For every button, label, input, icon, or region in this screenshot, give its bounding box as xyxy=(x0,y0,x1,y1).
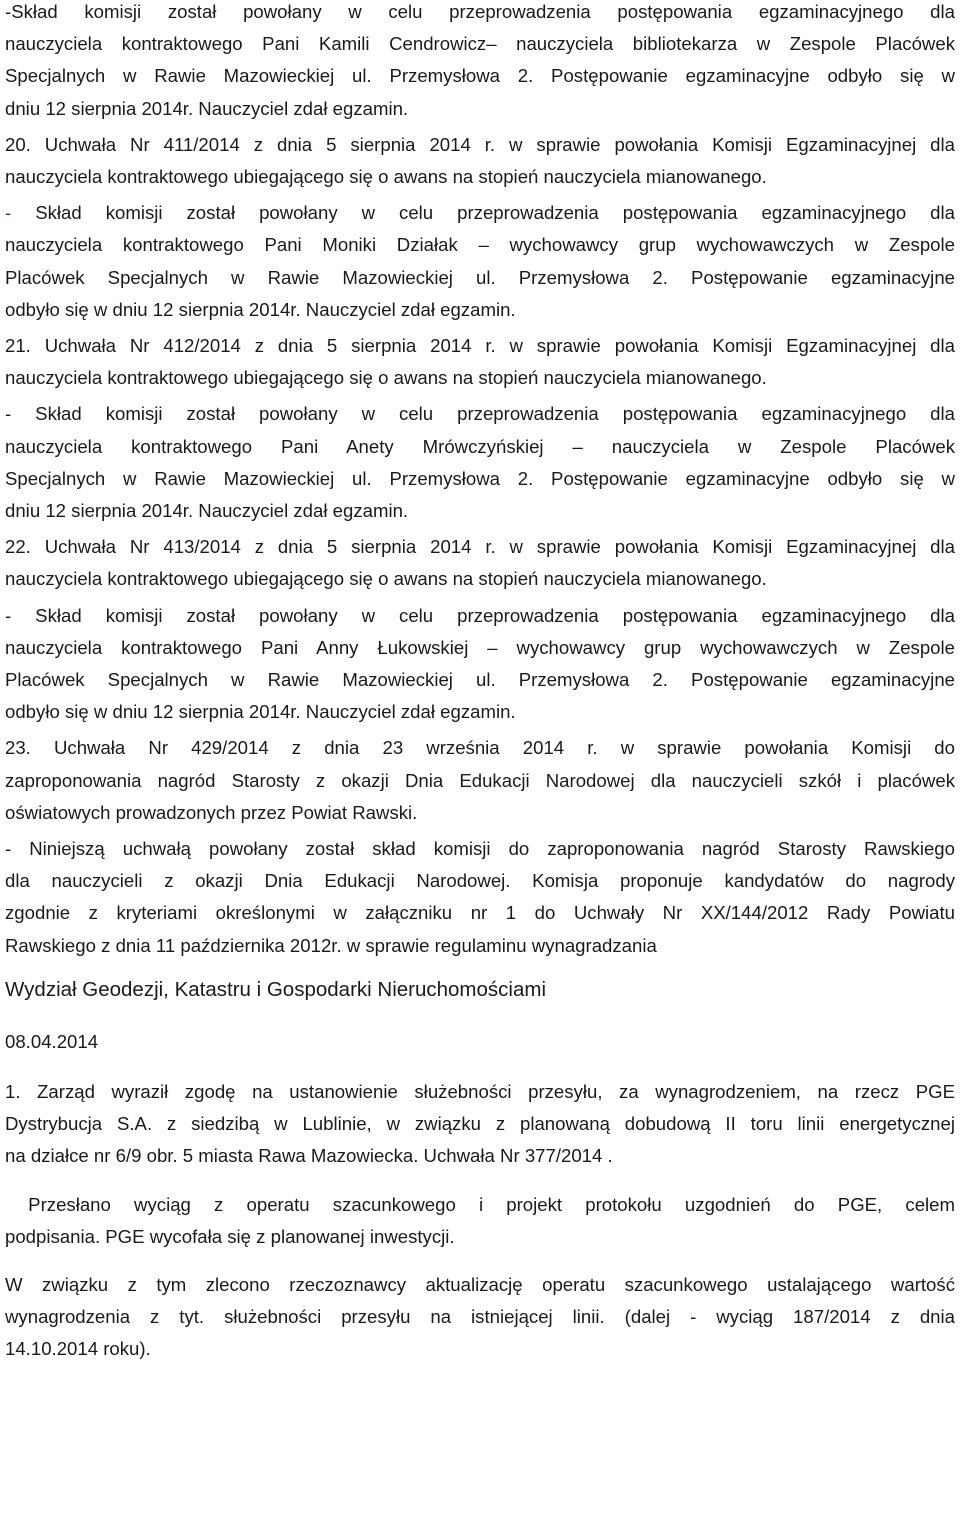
text-line: - Niniejszą uchwałą powołany został skład komisji do zaproponowania nagród Starosty Rawskiego xyxy=(5,838,955,860)
text-line xyxy=(5,197,955,229)
text-line: odbyło się w dniu 12 sierpnia 2014r. Nauczyciel zdał egzamin. xyxy=(5,701,516,723)
text-line: zaproponowania nagród Starosty z okazji Dnia Edukacji Narodowej dla nauczycieli szkół i placówek xyxy=(5,769,955,791)
committee-paragraph-dzialak xyxy=(5,197,955,326)
text-line: Rawskiego z dnia 11 października 2012r. w sprawie regulaminu wynagradzania xyxy=(5,934,657,956)
text-line: nauczyciela kontraktowego Pani Anny Łukowskiej – wychowawcy grup wychowawczych w Zespole xyxy=(5,636,955,658)
text-line: 1. Zarząd wyraził zgodę na ustanowienie służebności przesyłu, za wynagrodzeniem, na rzecz PGE xyxy=(5,1080,955,1102)
text-line: nauczyciela kontraktowego Pani Kamili Cendrowicz– nauczyciela bibliotekarza w Zespole Placówek xyxy=(5,33,955,55)
geodesy-item-1 xyxy=(5,1076,955,1173)
text-line: na działce nr 6/9 obr. 5 miasta Rawa Mazowiecka. Uchwała Nr 377/2014 . xyxy=(5,1145,613,1167)
text-line: nauczyciela kontraktowego ubiegającego się o awans na stopień nauczyciela mianowanego. xyxy=(5,568,767,590)
text-line: dniu 12 sierpnia 2014r. Nauczyciel zdał egzamin. xyxy=(5,500,409,522)
text-line: oświatowych prowadzonych przez Powiat Rawski. xyxy=(5,801,418,823)
committee-paragraph-mrowczynska xyxy=(5,398,955,527)
text-line: - Skład komisji został powołany w celu przeprowadzenia postępowania egzaminacyjnego dla xyxy=(5,403,955,425)
resolution-item-22 xyxy=(5,531,955,595)
geodesy-paragraph-appraisal xyxy=(5,1189,955,1253)
text-line: nauczyciela kontraktowego Pani Anety Mrówczyńskiej – nauczyciela w Zespole Placówek xyxy=(5,435,955,457)
text-line: Przesłano wyciąg z operatu szacunkowego i projekt protokołu uzgodnień do PGE, celem xyxy=(5,1193,955,1215)
text-line: Specjalnych w Rawie Mazowieckiej ul. Przemysłowa 2. Postępowanie egzaminacyjne odbyło się w xyxy=(5,467,955,489)
text-line: 23. Uchwała Nr 429/2014 z dnia 23 września 2014 r. w sprawie powołania Komisji do xyxy=(5,737,955,759)
text-line: Placówek Specjalnych w Rawie Mazowieckiej ul. Przemysłowa 2. Postępowanie egzaminacyjne xyxy=(5,669,955,691)
award-committee-paragraph xyxy=(5,833,955,962)
resolution-item-20 xyxy=(5,129,955,193)
text-line: Placówek Specjalnych w Rawie Mazowieckiej ul. Przemysłowa 2. Postępowanie egzaminacyjne xyxy=(5,266,955,288)
geodesy-paragraph-update xyxy=(5,1269,955,1366)
text-line: - Skład komisji został powołany w celu przeprowadzenia postępowania egzaminacyjnego dla xyxy=(5,604,955,626)
text-line: -Skład komisji został powołany w celu przeprowadzenia postępowania egzaminacyjnego dla xyxy=(5,1,955,22)
section-date: 08.04.2014 xyxy=(5,1030,99,1052)
resolution-item-21 xyxy=(5,330,955,394)
committee-paragraph-cendrowicz xyxy=(5,0,955,125)
text-line: 14.10.2014 roku). xyxy=(5,1338,151,1360)
text-line: dniu 12 sierpnia 2014r. Nauczyciel zdał egzamin. xyxy=(5,97,409,119)
text-line: Specjalnych w Rawie Mazowieckiej ul. Przemysłowa 2. Postępowanie egzaminacyjne odbyło się w xyxy=(5,65,955,87)
text-line: nauczyciela kontraktowego Pani Moniki Działak – wychowawcy grup wychowawczych w Zespole xyxy=(5,234,955,256)
text-line: podpisania. PGE wycofała się z planowanej inwestycji. xyxy=(5,1225,455,1247)
text-line: 21. Uchwała Nr 412/2014 z dnia 5 sierpnia 2014 r. w sprawie powołania Komisji Egzaminacyjnej dla xyxy=(5,335,955,357)
committee-paragraph-lukowska xyxy=(5,600,955,729)
text-line: Dystrybucja S.A. z siedzibą w Lublinie, w związku z planowaną dobudową II toru linii energetycznej xyxy=(5,1113,955,1135)
text-line: nauczyciela kontraktowego ubiegającego się o awans na stopień nauczyciela mianowanego. xyxy=(5,367,767,389)
dash-marker: - xyxy=(5,202,12,224)
text-line: odbyło się w dniu 12 sierpnia 2014r. Nauczyciel zdał egzamin. xyxy=(5,298,516,320)
text-line: nauczyciela kontraktowego ubiegającego się o awans na stopień nauczyciela mianowanego. xyxy=(5,166,767,188)
text-fragment: Skład komisji został powołany w celu przeprowadzenia postępowania egzaminacyjnego dla xyxy=(11,202,955,224)
text-line: 20. Uchwała Nr 411/2014 z dnia 5 sierpnia 2014 r. w sprawie powołania Komisji Egzaminacyjnej dla xyxy=(5,133,955,155)
section-heading: Wydział Geodezji, Katastru i Gospodarki Nieruchomościami xyxy=(5,977,546,1001)
resolution-item-23 xyxy=(5,732,955,829)
text-line: 22. Uchwała Nr 413/2014 z dnia 5 sierpnia 2014 r. w sprawie powołania Komisji Egzaminacyjnej dla xyxy=(5,536,955,558)
text-line: W związku z tym zlecono rzeczoznawcy aktualizację operatu szacunkowego ustalającego wartość xyxy=(5,1273,955,1295)
text-line: zgodnie z kryteriami określonymi w załączniku nr 1 do Uchwały Nr XX/144/2012 Rady Powiatu xyxy=(5,902,955,924)
text-line: dla nauczycieli z okazji Dnia Edukacji Narodowej. Komisja proponuje kandydatów do nagrody xyxy=(5,870,955,892)
text-line: wynagrodzenia z tyt. służebności przesyłu na istniejącej linii. (dalej - wyciąg 187/2014 z dnia xyxy=(5,1306,955,1328)
